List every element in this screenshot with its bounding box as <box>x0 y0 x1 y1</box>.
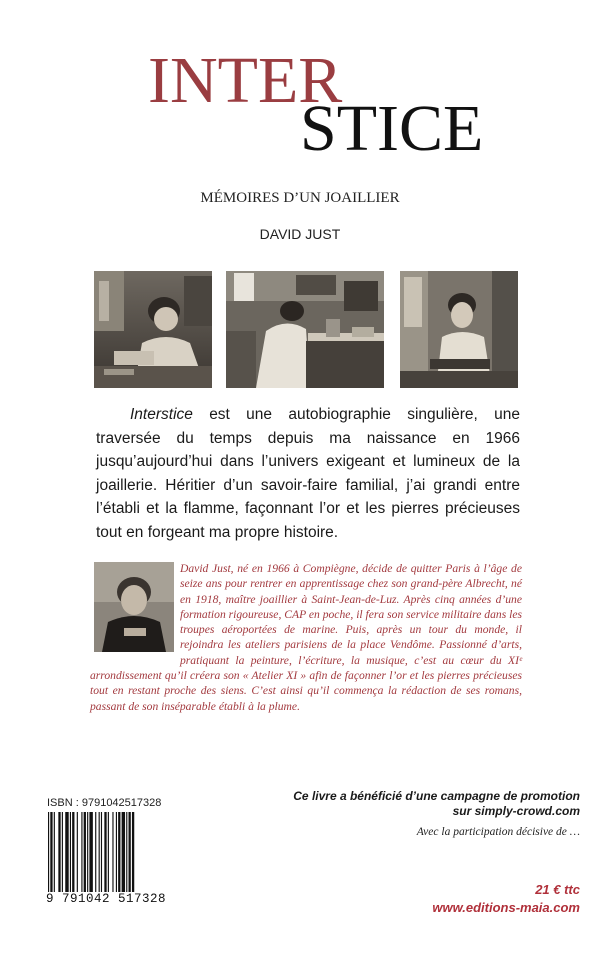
participation-note: Avec la participation décisive de … <box>416 826 580 838</box>
promotion-line-2: sur simply-crowd.com <box>452 804 580 818</box>
bio-photo-spacer <box>90 561 180 655</box>
price: 21 € ttc <box>535 882 580 897</box>
workbench-photo-1 <box>94 271 212 388</box>
title-part-inter: INTER <box>148 44 343 117</box>
blurb-lead-word: Interstice <box>130 406 193 423</box>
promotion-line-1: Ce livre a bénéficié d’une campagne de promotion <box>293 789 580 803</box>
author-bio <box>90 561 522 714</box>
bio-text: David Just, né en 1966 à Compiègne, décide de quitter Paris à l’âge de seize ans pour rentrer en apprentissage chez son grand-père Albrecht, né en 1918, maître joaillier à Saint-Jean-de-Luz. Après cinq années d’une formation rigoureuse, CAP en poche, il fera son service militaire dans les troupes aéroportées de marine. Puis, après un tour du monde, il rejoindra les ateliers parisiens de la place Vendôme. Passionné d’arts, pratiquant la peinture, l’écriture, la musique, c’est au cœur du XIᵉ arrondissement qu’il créera son « Atelier XI » afin de façonner l’or et les pierres précieuses tout en restant proche des siens. C’est ainsi qu’il commença la rédaction de ses romans, passant de son inséparable établi à la plume. <box>90 562 522 713</box>
promotion-note <box>293 789 580 819</box>
book-blurb <box>96 403 520 544</box>
author-name: DAVID JUST <box>259 226 341 242</box>
portrait-photo-3 <box>400 271 518 388</box>
title-part-stice: STICE <box>300 92 484 165</box>
subtitle: MÉMOIRES D’UN JOAILLIER <box>200 190 400 206</box>
barcode-digits: 9 791042 517328 <box>45 892 167 906</box>
blurb-text: est une autobiographie singulière, une traversée du temps depuis ma naissance en 1966 jusqu’aujourd’hui dans l’univers exigeant et lumineux de la joaillerie. Héritier d’un savoir-faire familial, j’ai grandi entre l’établi et la flamme, façonnant l’or et les pierres précieuses tout en forgeant ma propre histoire. <box>96 406 520 541</box>
workshop-photo-2 <box>226 271 384 388</box>
publisher-website: www.editions-maia.com <box>432 900 580 915</box>
isbn-label: ISBN : 9791042517328 <box>47 797 162 809</box>
